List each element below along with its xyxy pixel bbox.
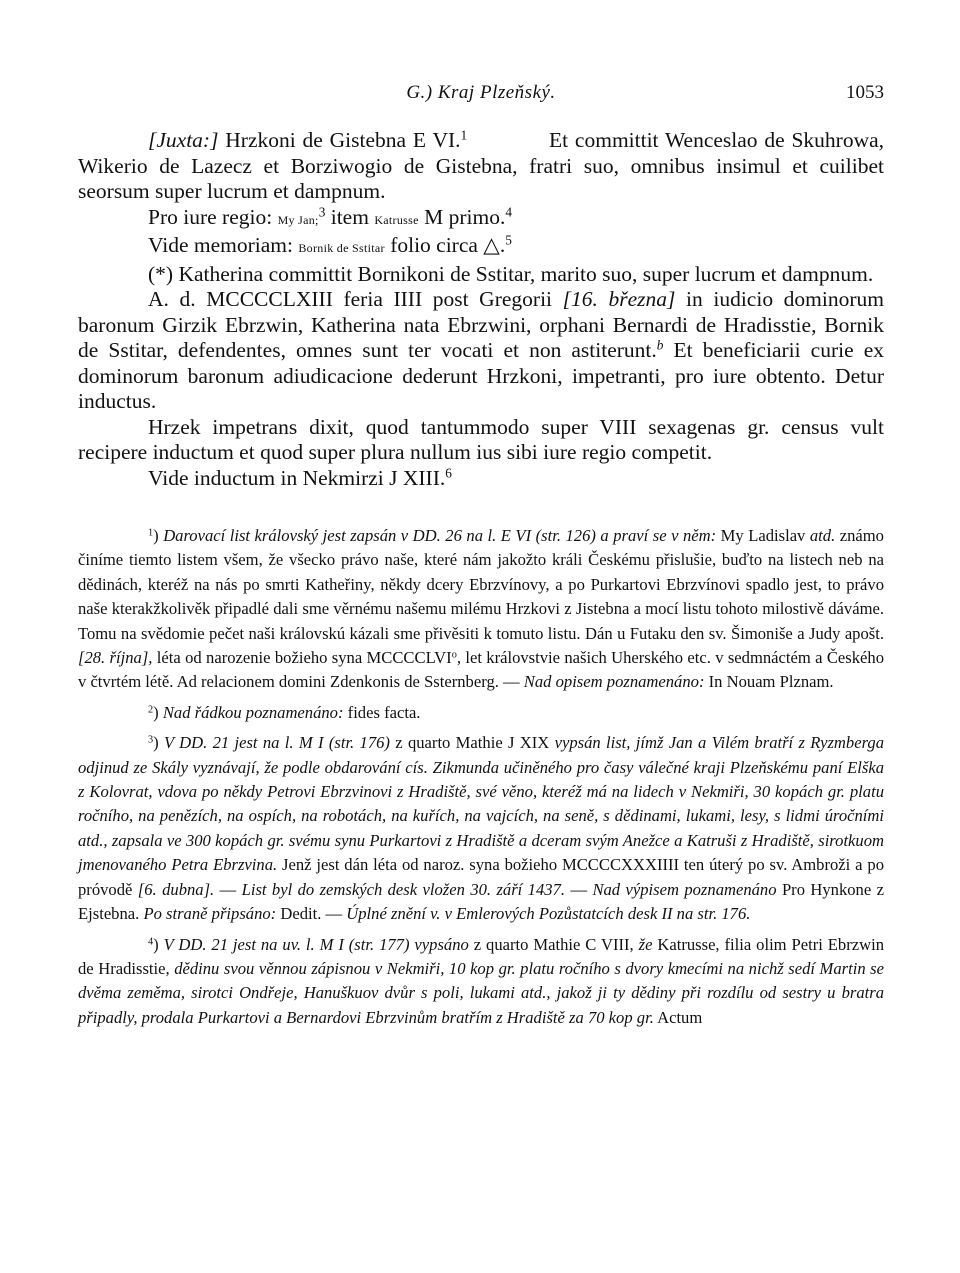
footnote-3-date: [6. dubna]. — [137, 879, 215, 899]
paragraph-juxta — [78, 128, 884, 205]
judicium-lead: A. d. MCCCCLXIII feria IIII post Gregorii — [148, 287, 553, 311]
footnote-1-relacio: , let královstvie našich Uherského etc. v sedmnáctém a Českého v čtvrtém létě. Ad relacionem domini Zdenkonis de Ssternberg. — — [78, 648, 885, 692]
footnote-3-margin: Po straně připsáno: — [143, 904, 277, 924]
footnote-1-date: [28. října], — [78, 648, 153, 668]
vide-end: folio circa △. — [390, 233, 506, 257]
footnote-1-note: Nad opisem poznamenáno: — [523, 672, 705, 692]
footnote-3-dating: Jenž jest dán léta od naroz. syna božieho MCCCCXXXIIII ten úterý po sv. Ambroži a po próvodě — [78, 855, 884, 899]
footnote-4-latin: Katrusse, filia olim Petri Ebrzwin de Hradisstie, — [78, 934, 884, 978]
judicium-text: in iudicio dominorum baronum Girzik Ebrzwin, Katherina nata Ebrzwini, orphani Bernardi de Hradisstie, Bornik de Sstitar, defendentes, omnes sunt ter vocati et non astiterunt. — [78, 287, 885, 362]
footnote-1-atd: atd. — [809, 526, 836, 545]
footnote-4-source: z quarto Mathie C VIII, — [473, 934, 634, 954]
footnote-ref-3: 3 — [318, 204, 326, 220]
footnote-ref-5: 5 — [505, 232, 512, 248]
vide-name: Bornik de Sstitar — [298, 241, 385, 255]
footnote-mark-2: 2 — [148, 704, 154, 716]
iure-item: item — [330, 204, 369, 229]
footnote-1: $^1$) Darovací list královský jest zapsán v DD. 26 na l. E VI (str. 126) a praví se v něm: My Ladislav atd. známo činíme tiemto listem všem, že všecko právo naše, které nám jakožto králi Českému přislušie, buďto na listech neb na dědinách, kteréž na nás po smrti Kathеřiny, někdy dcery Ebrzvínovy, a po Purkartovi Ebrzvínovi spadlo jest, to právo naše kterakžkolivěk připadlé dali sme věrnému našemu milému Hrzkovi z Jistebna a mocí listu tohoto milostivě dáváme. Tomu na svědomie pečet naši královskú kázali sme přivěsiti k tomuto listu. Dán u Futaku den sv. Šimoniše a Judy apošt. [28. října], léta od narozenie božieho syna MCCCCLVI$^o$, let královstvie našich Uherského etc. v sedmnáctém a Českého v čtvrtém létě. Ad relacionem domini Zdenkonis de Ssternberg. — Nad opisem poznamenáno: In Nouam Plznam. — [78, 526, 885, 692]
footnote-1-ordinal: o — [451, 649, 457, 661]
footnote-1-year: léta od narozenie božieho syna MCCCCLVI — [156, 648, 452, 668]
footnote-ref-4: 4 — [505, 204, 512, 220]
juxta-label: [Juxta:] — [148, 128, 219, 152]
footnote-2-text: fides facta. — [347, 702, 421, 722]
paragraph-vide-memoriam — [78, 233, 884, 262]
footnote-3-source: z quarto Mathie J XIX — [395, 733, 550, 753]
footnote-ref-6: 6 — [445, 465, 452, 481]
iure-name: My Jan; — [277, 212, 319, 227]
footnote-3-note: Nad výpisem poznamenáno — [592, 879, 777, 899]
footnote-3-ref: V DD. 21 jest na l. M I (str. 176) — [164, 733, 390, 753]
vide-inductum-text: Vide inductum in Nekmirzi J XIII. — [148, 465, 446, 490]
footnote-4-ze: že — [638, 934, 653, 954]
paragraph-judicium — [78, 287, 884, 415]
page-header — [78, 82, 884, 108]
footnote-1-body: známo činíme tiemto listem všem, že všecko právo naše, které nám jakožto králi Českému přislušie, buďto na listech neb na dědinách, kteréž na nás po smrti Kathеřiny, někdy dcery Ebrzvínovy, a po Purkartovi Ebrzvínovi spadlo jest, to právo naše kterakžkolivěk připadlé dali sme věrnému našemu milému Hrzkovi z Jistebna a mocí listu tohoto milostivě dáváme. Tomu na svědomie pečet naši královskú kázali sme přivěsiti k tomuto listu. Dán u Futaku den sv. Šimoniše a Judy apošt. — [78, 526, 884, 643]
footnote-3-dash-2: — — [570, 879, 588, 899]
footnote-4-ref: V DD. 21 jest na uv. l. M I (str. 177) vypsáno — [163, 934, 469, 954]
vide-lead: Vide memoriam: — [148, 233, 293, 257]
footnote-mark-3: 3 — [148, 734, 154, 746]
paragraph-juxta-text: Et committit Wenceslao de Skuhrowa, Wikerio de Lazecz et Borziwogio de Gistebna, fratri suo, omnibus insimul et cuilibet seorsum super lucrum et dampnum. — [78, 128, 885, 203]
running-title: G.) Kraj Plzeňský. — [406, 82, 556, 103]
footnote-3-summary: vypsán list, jímž Jan a Vilém bratří z Ryzmberga odjinud ze Skály vyznávají, že podle obdarování cís. Zikmunda učiněného pro časy válečné kraji Plzeňskému paní Elška z Kolovrat, vdova po někdy Petrovi Ebrzvinovi z Hradiště, své věno, kteréž má na lidech v Nekmiři, 30 kopách gr. platu ročního, na penězích, na ospích, na robotách, na kuřích, na vajcích, na seně, s dědinami, lukami, lesy, s lidmi úročními atd., zapsala ve 300 kopách gr. svému synu Purkartovi z Hradiště a dceram svým Anežce a Katruši z Hradiště, sirotkuom jmenovaného Petra Ebrzvina. — [78, 733, 884, 875]
footnote-3-dedit: Dedit. — — [280, 904, 343, 924]
footnote-3-dash-1: — — [219, 879, 237, 899]
footnote-mark-1: 1 — [148, 527, 154, 539]
iure-end: M primo. — [424, 204, 506, 229]
footnote-3: $^3$) V DD. 21 jest na l. M I (str. 176) z quarto Mathie J XIX vypsán list, jímž Jan a Vilém bratří z Ryzmberga odjinud ze Skály vyznávají, že podle obdarování cís. Zikmunda učiněného pro časy válečné kraji Plzeňskému paní Elška z Kolovrat, vdova po někdy Petrovi Ebrzvinovi z Hradiště, své věno, kteréž má na lidech v Nekmiři, 30 kopách gr. platu ročního, na penězích, na ospích, na robotách, na kuřích, na vajcích, na seně, s dědinami, lukami, lesy, s lidmi úročními atd., zapsala ve 300 kopách gr. svému synu Purkartovi z Hradiště a dceram svým Anežce a Katruši z Hradiště, sirotkuom jmenovaného Petra Ebrzvina. Jenž jest dán léta od naroz. syna božieho MCCCCXXXIIII ten úterý po sv. Ambroži a po próvodě [6. dubna]. — List byl do zemských desk vložen 30. září 1437. — Nad výpisem poznamenáno Pro Hynkone z Ejstebna. Po straně připsáno: Dedit. — Úplné znění v. v Emlerových Pozůstatcích desk II na str. 176. — [78, 733, 884, 924]
main-text — [78, 128, 884, 491]
footnote-1-text: My Ladislav — [720, 526, 806, 545]
footnote-1-intro: Darovací list královský jest zapsán v DD. 26 na l. E VI (str. 126) a praví se v něm: — [163, 526, 717, 545]
footnotes — [78, 524, 884, 1030]
footnote-4-summary: dědinu svou věnnou zápisnou v Nekmiři, 10 kop gr. platu ročního s dvory kmecími na nichž sedí Martin se dvěma zeměma, sirotci Ondřeje, Hanuškuov dvůr s poli, lukami atd., jakož ji ty dědiny při rozdílu od sestry u bratra připadly, prodala Purkartovi a Bernardovi Ebrzvinům bratřím z Hradiště za 70 kop gr. — [78, 958, 884, 1027]
juxta-name: Hrzkoni de Gistebna E VI. — [225, 128, 461, 152]
paragraph-katherina: (*) Katherina committit Bornikoni de Sstitar, marito suo, super lucrum et dampnum. — [148, 261, 874, 286]
footnote-3-inserted: List byl do zemských desk vložen 30. září 1437. — [241, 879, 566, 899]
paragraph-vide-inductum — [78, 466, 884, 492]
footnote-1-end: In Nouam Plznam. — [708, 672, 834, 692]
footnote-4: $^4$) V DD. 21 jest na uv. l. M I (str. 177) vypsáno z quarto Mathie C VIII, že Katrusse, filia olim Petri Ebrzwin de Hradisstie, dědinu svou věnnou zápisnou v Nekmiři, 10 kop gr. platu ročního s dvory kmecími na nichž sedí Martin se dvěma zeměma, sirotci Ondřeje, Hanuškuov dvůr s poli, lukami atd., jakož ji ty dědiny při rozdílu od sestry u bratra připadly, prodala Purkartovi a Bernardovi Ebrzvinům bratřím z Hradiště za 70 kop gr. Actum — [78, 934, 884, 1027]
footnote-ref-b: b — [656, 337, 664, 353]
judicium-end: Et beneficiarii curie ex dominorum baronum adiudicacione dederunt Hrzkoni, impetranti, pro iure obtento. Detur inductus. — [78, 338, 884, 413]
footnote-ref-1: 1 — [460, 127, 468, 143]
footnote-2-intro: Nad řádkou poznamenáno: — [162, 702, 344, 722]
iure-name-2: Katrusse — [374, 212, 419, 227]
paragraph-iure-regio — [78, 205, 884, 234]
paragraph-hrzek: Hrzek impetrans dixit, quod tantummodo super VIII sexagenas gr. census vult recipere inductum et quod super plura nullum ius sibi iure regio competit. — [78, 414, 884, 464]
page-number: 1053 — [846, 82, 884, 103]
footnote-2: $^2$) Nad řádkou poznamenáno: fides facta. — [148, 702, 421, 722]
iure-lead: Pro iure regio: — [148, 204, 273, 229]
judicium-date: [16. března] — [562, 287, 676, 311]
footnote-3-full: Úplné znění v. v Emlerových Pozůstatcích desk II na str. 176. — [346, 904, 751, 924]
footnote-mark-4: 4 — [148, 935, 154, 947]
footnote-4-actum: Actum — [657, 1007, 703, 1027]
footnote-3-pro: Pro Hynkone z Ejstebna. — [78, 879, 884, 924]
